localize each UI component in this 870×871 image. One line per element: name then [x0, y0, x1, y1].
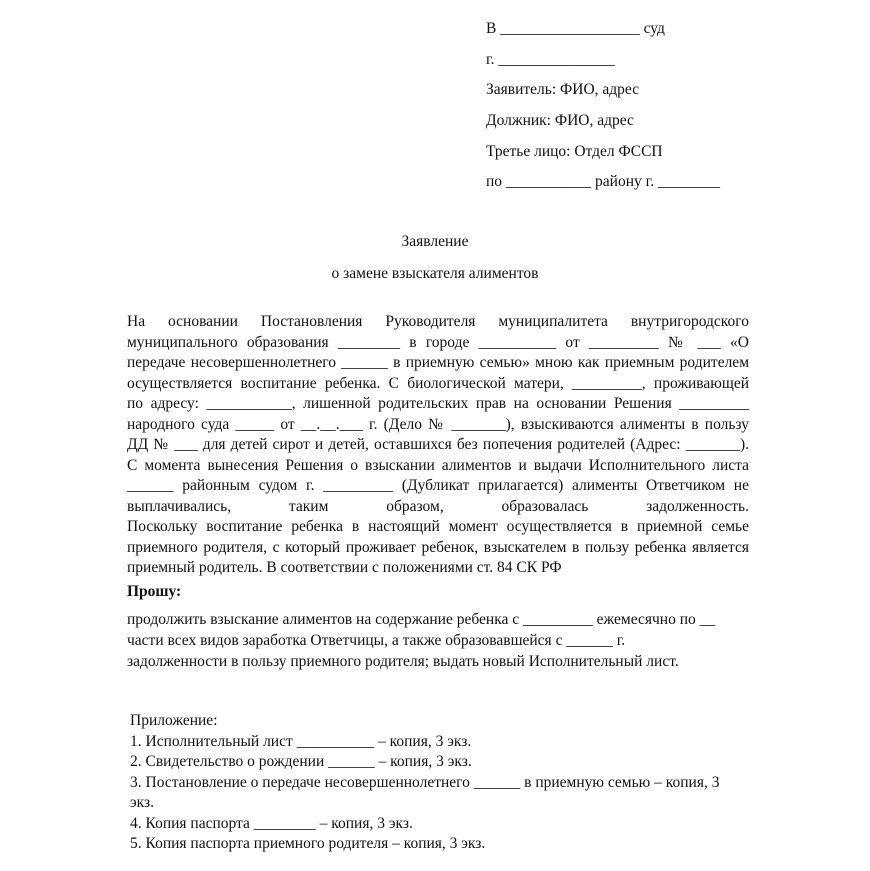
body-paragraph: [127, 312, 749, 579]
body-line: народного суда _____ от __.__.___ г. (Дело № _______), взыскиваются алименты в пользу: [127, 415, 749, 433]
attachment-item: 4. Копия паспорта ________ – копия, 3 экз.: [130, 814, 413, 832]
body-line: На основании Постановления Руководителя муниципалитета внутригородского: [127, 313, 749, 330]
header-district: по ___________ району г. ________: [486, 173, 720, 190]
document-title: Заявление: [401, 233, 469, 250]
body-line: ______ районным судом г. _________ (Дубликат прилагается) алименты Ответчиком не: [127, 477, 749, 494]
body-line: выплачивались, таким образом, образовалась задолженность.: [127, 497, 749, 515]
request-line: продолжить взыскание алиментов на содержание ребенка с _________ ежемесячно по __: [127, 611, 716, 628]
request-line: задолженности в пользу приемного родителя; выдать новый Исполнительный лист.: [127, 653, 679, 670]
attachment-item: экз.: [130, 794, 154, 811]
body-line: ДД № ___ для детей сирот и детей, оставшихся без попечения родителей (Адрес: _______).: [127, 436, 749, 453]
body-line: Поскольку воспитание ребенка в настоящий момент осуществляется в приемной семье: [127, 518, 749, 535]
attachments-list: [130, 711, 750, 855]
body-line: С момента вынесения Решения о взыскании алиментов и выдачи Исполнительного листа: [127, 456, 749, 474]
header-applicant: Заявитель: ФИО, адрес: [486, 81, 640, 98]
request-heading: Прошу:: [127, 583, 182, 600]
document-subtitle: о замене взыскателя алиментов: [331, 265, 539, 282]
body-line: по адресу: ___________, лишенной родительских прав на основании Решения _________: [127, 395, 749, 412]
header-debtor: Должник: ФИО, адрес: [486, 112, 634, 129]
body-line: приемного родителя, с который проживает ребенок, взыскателем в пользу ребенка является: [127, 538, 749, 556]
body-line: муниципального образования ________ в городе __________ от _________ № ___ «О: [127, 333, 749, 351]
request-paragraph: [127, 610, 737, 673]
attachment-item: 3. Постановление о передаче несовершеннолетнего ______ в приемную семью – копия, 3: [130, 773, 720, 791]
body-line: осуществляется воспитание ребенка. С биологической матери, _________, проживающей: [127, 374, 749, 392]
body-line: приемный родитель. В соответствии с положениями ст. 84 СК РФ: [127, 559, 562, 576]
attachment-item: 5. Копия паспорта приемного родителя – копия, 3 экз.: [130, 835, 486, 852]
attachment-item: 2. Свидетельство о рождении ______ – копия, 3 экз.: [130, 753, 472, 770]
request-line: части всех видов заработка Ответчицы, а также образовавшейся с ______ г.: [127, 632, 626, 649]
attachment-item: 1. Исполнительный лист __________ – копия, 3 экз.: [130, 732, 472, 750]
header-court: В __________________ суд: [486, 20, 665, 37]
body-line: передаче несовершеннолетнего ______ в приемную семью» мною как приемным родителем: [127, 354, 749, 371]
header-third-party: Третье лицо: Отдел ФССП: [486, 143, 663, 160]
header-city: г. _______________: [486, 51, 615, 68]
attachments-heading: Приложение:: [130, 712, 218, 729]
